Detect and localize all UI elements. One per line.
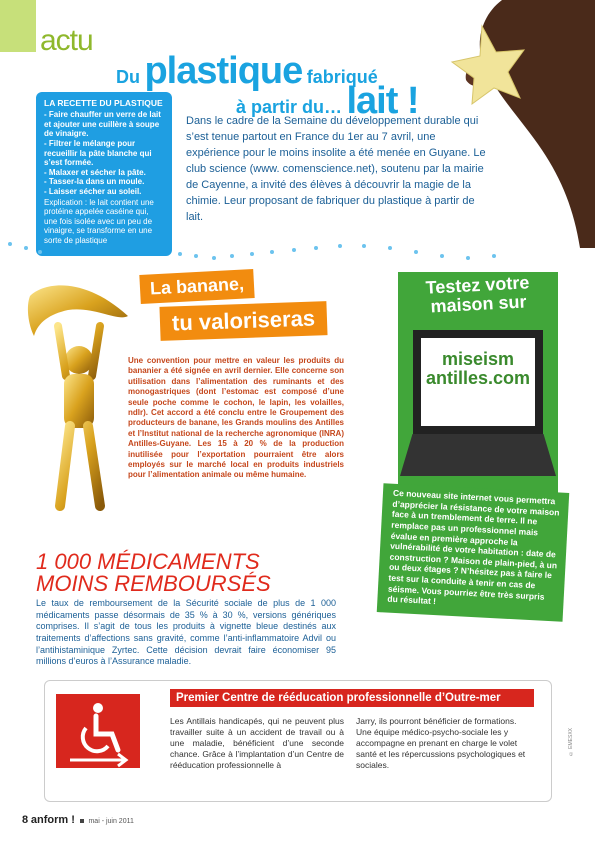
recipe-title: LA RECETTE DU PLASTIQUE: [44, 98, 163, 108]
headline-line1: Du plastique fabriqué: [116, 50, 378, 92]
medicaments-title: 1 000 MÉDICAMENTS MOINS REMBOURSÉS: [36, 549, 271, 596]
banana-title-2: tu valoriseras: [159, 301, 327, 341]
laptop-keyboard: [400, 434, 556, 476]
issue-date: mai - juin 2011: [88, 818, 134, 825]
headline-line2: à partir du… lait !: [236, 80, 419, 122]
recipe-step: - Laisser sécher au soleil.: [44, 186, 142, 196]
recipe-step: - Tasser-la dans un moule.: [44, 177, 145, 187]
wheelchair-icon: [56, 694, 140, 768]
laptop-screen-url: miseism antilles.com: [425, 349, 531, 388]
recipe-step: - Faire chauffer un verre de lait et ajouter une cuillère à soupe de vinaigre.: [44, 110, 161, 139]
golden-banana-figure-image: [24, 276, 134, 516]
laptop-body-text: Ce nouveau site internet vous permettra d’apprécier la résistance de votre maison face à un tremblement de terre. Il ne remplace pas un professionnel mais évalue en première approche la vulnérabilité de votre habitation : date de construction ? Maison de plain-pied, à un ou deux étages ? N’hésitez pas à faire le test sur la conduite à tenir en cas de séisme. Vous pourriez être très surpris du résultat !: [377, 483, 569, 621]
plastique-intro-text: Dans le cadre de la Semaine du développement durable qui s’est tenue partout en France du 1er au 7 avril, une expérience pour le moins insolite a été menée en Guyane. Le club science (www. comenscience.net), soutenu par la mairie de Cayenne, a invité des élèves à découvrir la magie de la chimie. Leur proposant de fabriquer du plastique à partir de lait.: [186, 115, 486, 223]
separator-square: [80, 819, 84, 823]
page-number: 8: [22, 814, 29, 826]
photo-credit: © EMESXX: [568, 728, 574, 757]
recipe-step: - Malaxer et sécher la pâte.: [44, 167, 146, 177]
section-tag: actu: [40, 24, 93, 57]
laptop-title: Testez votre maison sur: [425, 272, 530, 317]
reeducation-title: Premier Centre de rééducation professionnelle d’Outre-mer: [170, 689, 534, 707]
magazine-name: anform !: [30, 814, 75, 826]
reeducation-text-col1: Les Antillais handicapés, qui ne peuvent plus travailler suite à un accident de travail ou à une maladie, bénéficient d’une seconde chance. Grâce à l’implantation d’un Centre de rééducation professionnelle à: [170, 716, 344, 771]
recipe-explication: Explication : le lait contient une protéine appelée caséine qui, une fois isolée avec un peu de vinaigre, se transforme en une sorte de plastique: [44, 197, 154, 245]
recipe-steps: [44, 110, 164, 196]
page-footer: [22, 814, 134, 826]
recipe-step: - Filtrer le mélange pour recueillir la pâte blanche qui s’est formée.: [44, 138, 152, 168]
medicaments-body-text: Le taux de remboursement de la Sécurité sociale de plus de 1 000 médicaments passe désormais de 35 % à 30 %, versions génériques comprises. Il s’agit de tous les produits à vignette bleue destinés aux traitements d’affections sans gravité, comme l’anti-inflammatoire Advil ou l’antihistaminique Zyrtec. Cette décision devrait faire économiser 95 millions d’euros à l’Assurance maladie.: [36, 598, 336, 667]
reeducation-text-col2: Jarry, ils pourront bénéficier de formations. Une équipe médico-psycho-sociale les y accompagne en prenant en charge le volet santé et les répercussions psychologiques et sociales.: [356, 716, 526, 771]
dotted-wave-divider: [0, 238, 595, 266]
banana-title-1: La banane,: [139, 269, 254, 304]
recipe-box: [36, 92, 172, 256]
section-tag-bar: [0, 0, 36, 52]
banana-body-text: Une convention pour mettre en valeur les produits du bananier a été signée en avril dernier. Elle concerne son utilisation dans l’alimentation des ruminants et des monogastriques (dont l’estomac est composé d’une seule poche comme le cochon, le lapin, les volailles, ndlr). Cet accord a été conclu entre le Groupement des producteurs de banane, les Grands moulins des Antilles et l’Institut national de la recherche agronomique (INRA) Antilles-Guyane. Les 15 à 20 % de la production inutilisée pour l’exportation pourraient être alors employés sur le marché local en produits industriels pour l’alimentation animale ou même humaine.: [128, 356, 344, 480]
